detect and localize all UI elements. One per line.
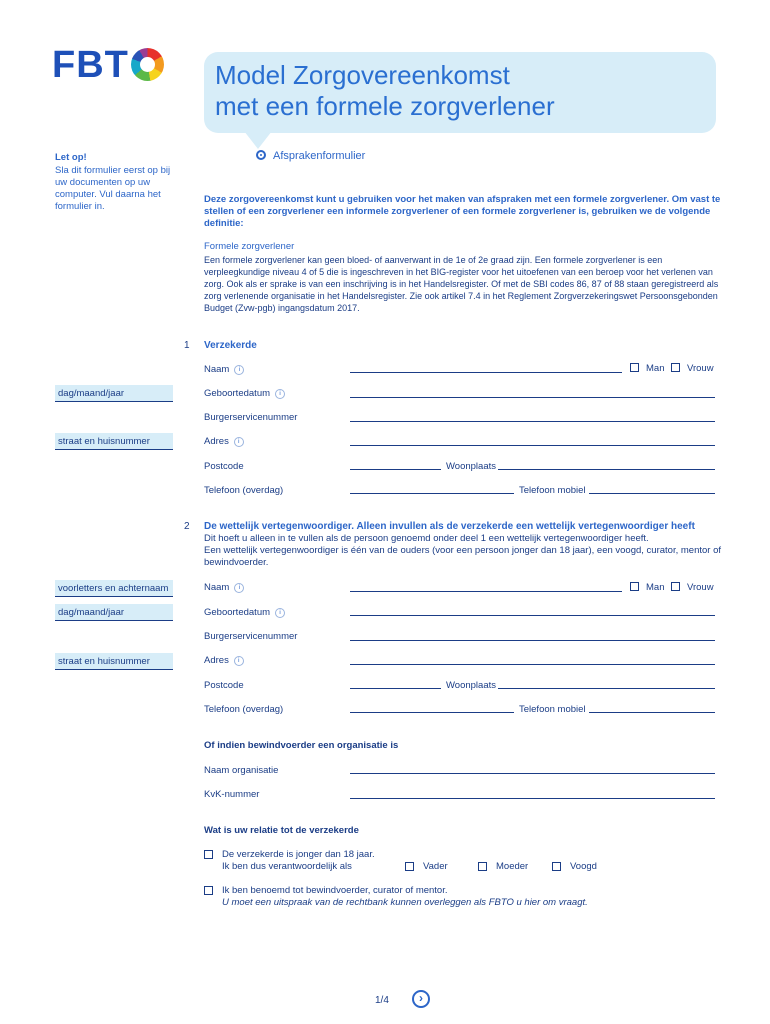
section-2-title: De wettelijk vertegenwoordiger. Alleen invullen als de verzekerde een wettelijk vertegenwoordiger heeft: [204, 521, 695, 532]
title-line-2: met een formele zorgverlener: [215, 91, 555, 121]
s2-postcode-label: Postcode: [204, 680, 244, 691]
s1-naam-label: Naam i: [204, 364, 244, 375]
relation-minor-line-2: Ik ben dus verantwoordelijk als: [222, 861, 352, 872]
chevron-right-icon: ›: [419, 991, 423, 1005]
org-naam-label: Naam organisatie: [204, 765, 279, 776]
s2-bsn-label: Burgerservicenummer: [204, 631, 298, 642]
form-subtitle: Afsprakenformulier: [273, 150, 366, 162]
s2-telefoon-label: Telefoon (overdag): [204, 704, 284, 715]
org-naam-input[interactable]: [350, 773, 715, 774]
org-kvk-input[interactable]: [350, 798, 715, 799]
s1-adres-label: Adres i: [204, 436, 244, 447]
s1-man-checkbox[interactable]: [630, 363, 639, 372]
s2-bsn-input[interactable]: [350, 640, 715, 641]
logo-ring-icon: [131, 48, 164, 81]
relation-guardian-checkbox[interactable]: [204, 886, 213, 895]
s1-woonplaats-label: Woonplaats: [446, 461, 496, 472]
s2-address-hint[interactable]: straat en huisnummer: [55, 653, 173, 670]
intro-text: Deze zorgovereenkomst kunt u gebruiken voor het maken van afspraken met een formele zorgverlener. Om vast te stellen of een zorgverlener een informele zorgverlener of een formele zorgverlener is, gebruiken we de volgende definitie:: [204, 194, 721, 229]
section-2-desc-2: Een wettelijk vertegenwoordiger is één van de ouders (voor een persoon jonger dan 18 jaar), een voogd, curator, mentor of bewindvoerder.: [204, 545, 722, 568]
s2-mobiel-input[interactable]: [589, 712, 715, 713]
info-icon[interactable]: i: [275, 608, 285, 618]
info-icon[interactable]: i: [234, 583, 244, 593]
s1-mobiel-label: Telefoon mobiel: [519, 485, 586, 496]
s2-postcode-input[interactable]: [350, 688, 441, 689]
org-heading: Of indien bewindvoerder een organisatie is: [204, 740, 399, 751]
s2-geboortedatum-label: Geboortedatum i: [204, 607, 285, 618]
definition-body: Een formele zorgverlener kan geen bloed- of aanverwant in de 1e of 2e graad zijn. Een formele zorgverlener is een verpleegkundige niveau 4 of 5 die is ingeschreven in het BIG-register voor het uitoefenen van een beroep voor het verlenen van zorg. Ook als er sprake is van een inschrijving is in het Handelsregister. Of met de SBI codes 86, 87 of 88 staan geregistreerd als zorg verlenende organisatie in het Handelsregister. Zie ook artikel 7.4 in het Reglement Zorgverzekeringswet Persoonsgebonden Budget (Zvw-pgb) ingangsdatum 2017.: [204, 255, 719, 313]
s2-mobiel-label: Telefoon mobiel: [519, 704, 586, 715]
s1-geboortedatum-label: Geboortedatum i: [204, 388, 285, 399]
definition-heading: Formele zorgverlener: [204, 241, 295, 252]
s1-telefoon-label: Telefoon (overdag): [204, 485, 284, 496]
s1-postcode-label: Postcode: [204, 461, 244, 472]
relation-minor-checkbox[interactable]: [204, 850, 213, 859]
radio-dot-icon: [256, 150, 266, 160]
s1-vrouw-checkbox[interactable]: [671, 363, 680, 372]
s2-man-checkbox[interactable]: [630, 582, 639, 591]
fbto-logo: [52, 44, 164, 87]
title-bubble-tail: [244, 131, 272, 149]
s1-postcode-input[interactable]: [350, 469, 441, 470]
s1-geboortedatum-input[interactable]: [350, 397, 715, 398]
relation-guardian-line-2: U moet een uitspraak van de rechtbank kunnen overleggen als FBTO u hier om vraagt.: [222, 897, 588, 908]
s2-vrouw-checkbox[interactable]: [671, 582, 680, 591]
page-title: [215, 60, 705, 122]
title-line-1: Model Zorgovereenkomst: [215, 60, 510, 90]
note-body: Sla dit formulier eerst op bij uw documenten op uw computer. Vul daarna het formulier in.: [55, 165, 171, 212]
moeder-checkbox[interactable]: [478, 862, 487, 871]
s1-address-hint[interactable]: straat en huisnummer: [55, 433, 173, 450]
section-1-title: Verzekerde: [204, 340, 257, 351]
s2-adres-label: Adres i: [204, 655, 244, 666]
info-icon[interactable]: i: [275, 389, 285, 399]
s2-man-label: Man: [646, 582, 665, 593]
s1-vrouw-label: Vrouw: [687, 363, 714, 374]
relation-minor-line-1: De verzekerde is jonger dan 18 jaar.: [222, 849, 375, 860]
s2-geboortedatum-input[interactable]: [350, 615, 715, 616]
s2-telefoon-input[interactable]: [350, 712, 514, 713]
s2-name-hint[interactable]: voorletters en achternaam: [55, 580, 173, 597]
moeder-label: Moeder: [496, 861, 529, 872]
s2-woonplaats-label: Woonplaats: [446, 680, 496, 691]
info-icon[interactable]: i: [234, 656, 244, 666]
s2-dob-hint[interactable]: dag/maand/jaar: [55, 604, 173, 621]
relation-guardian-line-1: Ik ben benoemd tot bewindvoerder, curator of mentor.: [222, 885, 448, 896]
s1-bsn-label: Burgerservicenummer: [204, 412, 298, 423]
vader-label: Vader: [423, 861, 448, 872]
vader-checkbox[interactable]: [405, 862, 414, 871]
voogd-checkbox[interactable]: [552, 862, 561, 871]
section-2-desc-1: Dit hoeft u alleen in te vullen als de persoon genoemd onder deel 1 een wettelijk vertegenwoordiger heeft.: [204, 533, 649, 544]
info-icon[interactable]: i: [234, 437, 244, 447]
s1-mobiel-input[interactable]: [589, 493, 715, 494]
s1-man-label: Man: [646, 363, 665, 374]
s1-bsn-input[interactable]: [350, 421, 715, 422]
s1-woonplaats-input[interactable]: [498, 469, 715, 470]
s1-dob-hint[interactable]: dag/maand/jaar: [55, 385, 173, 402]
page-indicator: 1/4: [375, 995, 389, 1006]
s1-telefoon-input[interactable]: [350, 493, 514, 494]
s1-adres-input[interactable]: [350, 445, 715, 446]
s2-naam-label: Naam i: [204, 582, 244, 593]
s2-vrouw-label: Vrouw: [687, 582, 714, 593]
voogd-label: Voogd: [570, 861, 597, 872]
org-kvk-label: KvK-nummer: [204, 789, 260, 800]
info-icon[interactable]: i: [234, 365, 244, 375]
s1-naam-input[interactable]: [350, 372, 622, 373]
section-1-number: 1: [184, 340, 190, 351]
s2-naam-input[interactable]: [350, 591, 622, 592]
next-page-button[interactable]: [412, 990, 430, 1008]
note-heading: Let op!: [55, 152, 87, 163]
logo-text: FBT: [52, 44, 129, 86]
s2-adres-input[interactable]: [350, 664, 715, 665]
s2-woonplaats-input[interactable]: [498, 688, 715, 689]
relation-heading: Wat is uw relatie tot de verzekerde: [204, 825, 359, 836]
section-2-number: 2: [184, 521, 190, 532]
